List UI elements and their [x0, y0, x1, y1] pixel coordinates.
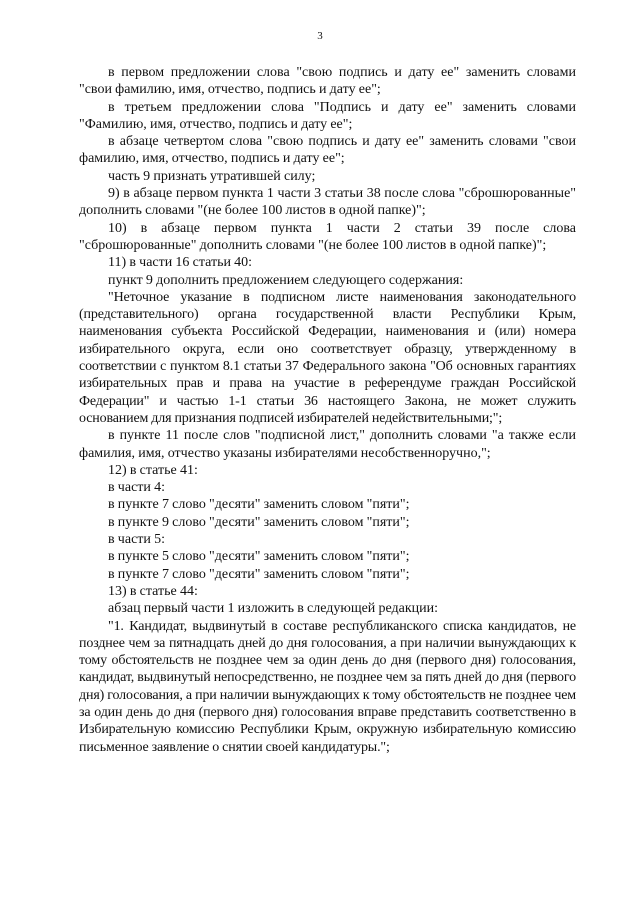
paragraph: в первом предложении слова "свою подпись и дату ее" заменить словами "свои фамилию, имя, отчество, подпись и дату ее"; [79, 65, 576, 98]
paragraph: 9) в абзаце первом пункта 1 части 3 статьи 38 после слова "сброшюрованные" дополнить словами "(не более 100 листов в одной папке)"; [79, 186, 576, 219]
paragraph: в третьем предложении слова "Подпись и дату ее" заменить словами "Фамилию, имя, отчество, подпись и дату ее"; [79, 99, 576, 132]
paragraph: "1. Кандидат, выдвинутый в составе республиканского списка кандидатов, не позднее чем за пятнадцать дней до дня голосования, а при наличии вынуждающих к тому обстоятельств не позднее чем за один день до дня (первого дня) голосования, кандидат, выдвинутый непосредственно, не позднее чем за пять дней до дня (первого дня) голосования, а при наличии вынуждающих к тому обстоятельств не позднее чем за один день до дня (первого дня) голосования вправе представить соответственно в Избирательную комиссию Республики Крым, окружную избирательную комиссию письменное заявление о снятии своей кандидатуры."; [79, 618, 576, 755]
paragraph: в пункте 5 слово "десяти" заменить словом "пяти"; [108, 549, 410, 565]
document-body [79, 64, 576, 756]
paragraph: 13) в статье 44: [108, 583, 198, 599]
paragraph: часть 9 признать утратившей силу; [108, 168, 316, 184]
paragraph: в части 5: [108, 532, 165, 548]
paragraph: в пункте 7 слово "десяти" заменить словом "пяти"; [108, 497, 410, 513]
paragraph: в пункте 7 слово "десяти" заменить словом "пяти"; [108, 566, 410, 582]
paragraph: "Неточное указание в подписном листе наименования законодательного (представительного) органа государственной власти Республики Крым, наименования субъекта Российской Федерации, наименования и (или) номера избирательного округа, если оно соответствует образцу, утвержденному в соответствии с пунктом 8.1 статьи 37 Федерального закона "Об основных гарантиях избирательных прав и права на участие в референдуме граждан Российской Федерации" и частью 1-1 статьи 36 настоящего Закона, не может служить основанием для признания подписей избирателей недействительными;"; [79, 289, 576, 426]
page-number: 3 [317, 30, 323, 42]
paragraph: 11) в части 16 статьи 40: [108, 255, 253, 271]
paragraph: в абзаце четвертом слова "свою подпись и дату ее" заменить словами "свои фамилию, имя, отчество, подпись и дату ее"; [79, 134, 576, 167]
paragraph: в пункте 9 слово "десяти" заменить словом "пяти"; [108, 514, 410, 530]
paragraph: 10) в абзаце первом пункта 1 части 2 статьи 39 после слова "сброшюрованные" дополнить словами "(не более 100 листов в одной папке)"; [79, 220, 576, 253]
paragraph: 12) в статье 41: [108, 462, 198, 478]
paragraph: пункт 9 дополнить предложением следующего содержания: [108, 272, 464, 288]
paragraph: в части 4: [108, 480, 165, 496]
paragraph: абзац первый части 1 изложить в следующей редакции: [108, 601, 439, 617]
paragraph: в пункте 11 после слов "подписной лист," дополнить словами "а также если фамилия, имя, отчество указаны избирателями несобственноручно,"; [79, 428, 576, 461]
